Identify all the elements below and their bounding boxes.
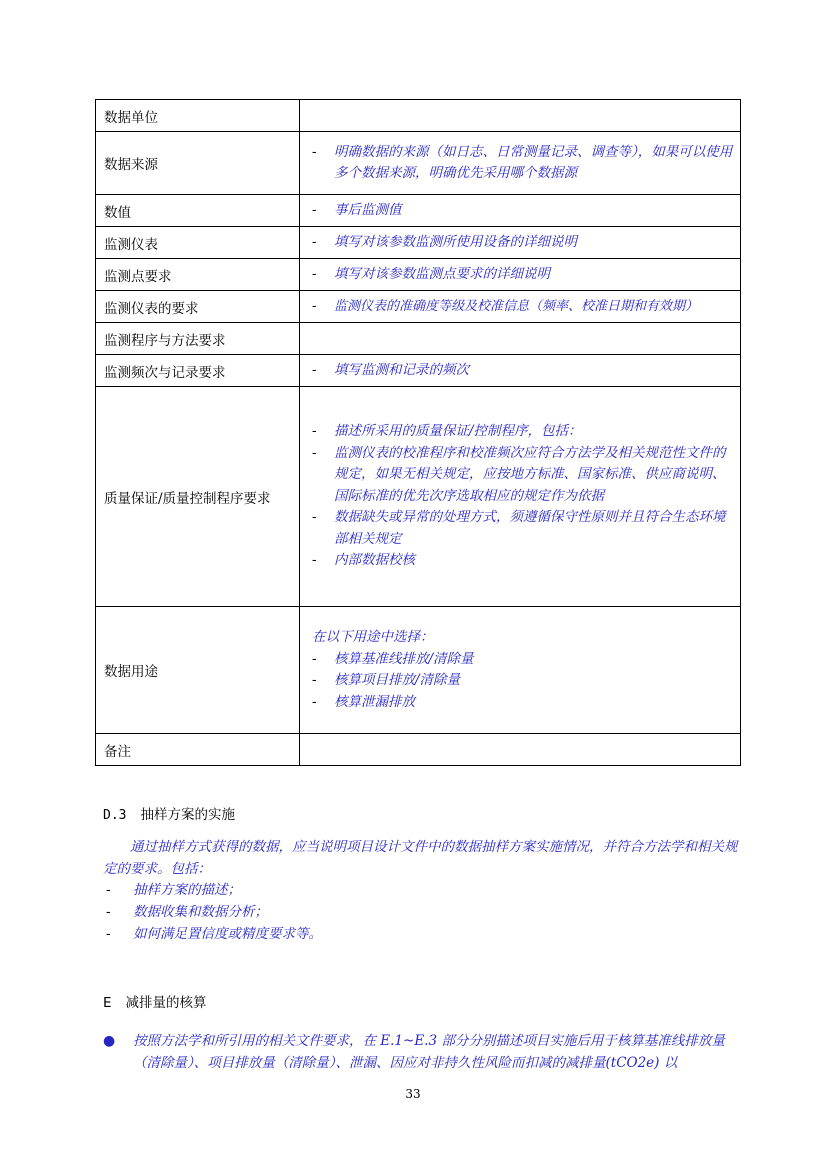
table-row [96, 132, 741, 195]
row-label: 数据用途 [96, 607, 300, 734]
row-label: 数据来源 [96, 132, 300, 195]
row-label: 备注 [96, 734, 300, 766]
row-label: 数值 [96, 195, 300, 227]
row-content [300, 195, 741, 227]
list-item: - 填写对该参数监测点要求的详细说明 [312, 265, 550, 282]
parameter-table [95, 99, 741, 766]
row-content [300, 259, 741, 291]
table-row [96, 734, 741, 766]
section-title: 减排量的核算 [125, 995, 207, 1011]
list-item: - 监测仪表的校准程序和校准频次应符合方法学及相关规范性文件的规定，如果无相关规定，应按地方标准、国家标准、供应商说明、国际标准的优先次序选取相应的规定作为依据 [312, 444, 726, 504]
page-number: 33 [405, 1087, 421, 1101]
table-row [96, 387, 741, 607]
table-row [96, 291, 741, 323]
section-heading-d3 [103, 803, 235, 823]
list-item: - 事后监测值 [312, 201, 402, 218]
row-label: 监测仪表的要求 [96, 291, 300, 323]
section-title: 抽样方案的实施 [140, 807, 235, 823]
list-item: - 明确数据的来源（如日志、日常测量记录、调查等），如果可以使用多个数据来源，明确优先采用哪个数据源 [312, 143, 733, 181]
table-row [96, 323, 741, 355]
section-heading-e [103, 991, 207, 1011]
bullet-dot-icon: ● [103, 1033, 116, 1049]
list-item: - 内部数据校核 [312, 552, 415, 569]
section-number: D.3 [103, 808, 127, 823]
list-item: - 如何满足置信度或精度要求等。 [106, 926, 322, 942]
section-number: E [103, 995, 112, 1011]
row-label: 监测程序与方法要求 [96, 323, 300, 355]
list-item: - 描述所采用的质量保证/控制程序，包括： [312, 423, 582, 440]
row-content [300, 607, 741, 734]
row-label: 质量保证/质量控制程序要求 [96, 387, 300, 607]
list-item: - 数据收集和数据分析； [106, 904, 268, 920]
row-prefix: 在以下用途中选择： [312, 629, 434, 645]
table-row [96, 195, 741, 227]
list-item: - 核算基准线排放/清除量 [312, 650, 474, 667]
row-label: 监测点要求 [96, 259, 300, 291]
bullet-text: 按照方法学和所引用的相关文件要求，在 E.1~E.3 部分分别描述项目实施后用于核算基准线排放量（清除量）、项目排放量（清除量）、泄漏、因应对非持久性风险而扣减的减排量(tCO2e) 以 [133, 1033, 725, 1071]
table-row [96, 607, 741, 734]
row-content [300, 100, 741, 132]
table-row [96, 100, 741, 132]
list-item: - 核算项目排放/清除量 [312, 672, 461, 688]
bullet-paragraph [103, 1030, 739, 1074]
row-content [300, 132, 741, 195]
list-item: - 填写对该参数监测所使用设备的详细说明 [312, 233, 577, 250]
row-label: 监测仪表 [96, 227, 300, 259]
section-paragraph: 通过抽样方式获得的数据，应当说明项目设计文件中的数据抽样方案实施情况，并符合方法学和相关规定的要求。包括： [103, 839, 738, 877]
list-item: - 监测仪表的准确度等级及校准信息（频率、校准日期和有效期） [312, 297, 699, 314]
row-content [300, 227, 741, 259]
row-content [300, 291, 741, 323]
list-item: - 核算泄漏排放 [312, 693, 415, 710]
row-label: 监测频次与记录要求 [96, 355, 300, 387]
table-row [96, 227, 741, 259]
row-label: 数据单位 [96, 100, 300, 132]
row-content [300, 323, 741, 355]
sampling-list [106, 879, 736, 945]
table-row [96, 355, 741, 387]
table-row [96, 259, 741, 291]
list-item: - 数据缺失或异常的处理方式，须遵循保守性原则并且符合生态环境部相关规定 [312, 509, 726, 547]
row-content [300, 734, 741, 766]
list-item: - 填写监测和记录的频次 [312, 361, 469, 378]
list-item: - 抽样方案的描述； [106, 882, 241, 898]
row-content [300, 387, 741, 607]
row-content [300, 355, 741, 387]
